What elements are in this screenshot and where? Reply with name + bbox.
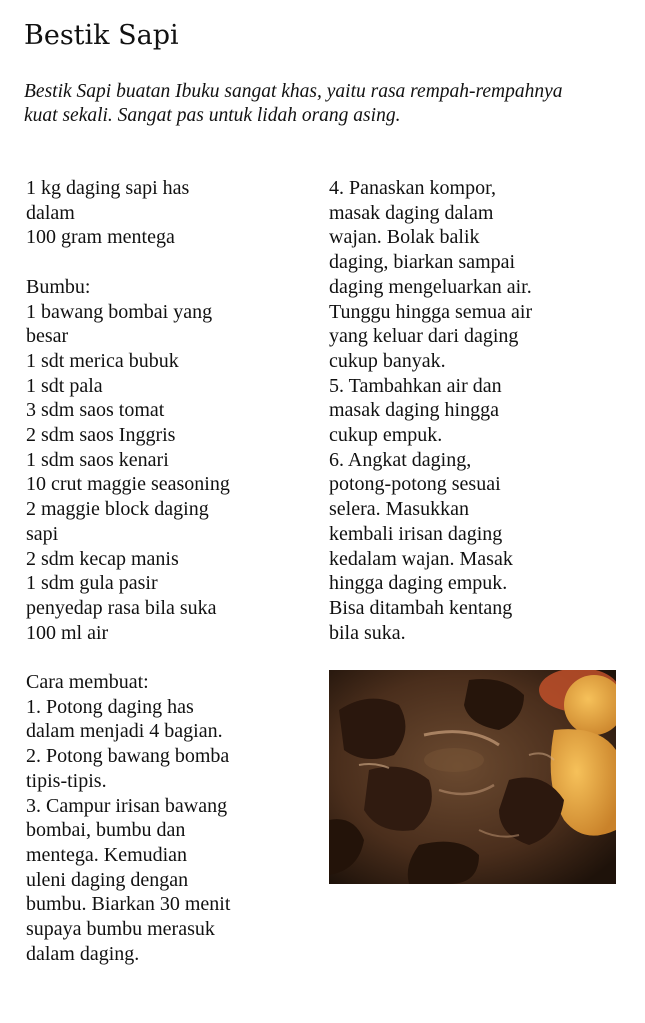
beef-stew-photo (329, 670, 616, 884)
step-line: selera. Masukkan (329, 498, 469, 521)
step-line: tipis-tipis. (26, 769, 107, 792)
step-line: bumbu. Biarkan 30 menit (26, 893, 231, 916)
step-line: bila suka. (329, 621, 406, 644)
step-line: 4. Panaskan kompor, (329, 177, 496, 199)
step-line: potong-potong sesuai (329, 473, 501, 496)
step-line: Bisa ditambah kentang (329, 596, 513, 619)
step-line: yang keluar dari daging (329, 325, 519, 348)
bumbu-list (26, 300, 316, 646)
step-line: dalam menjadi 4 bagian. (26, 720, 223, 743)
ingredient-line: 1 kg daging sapi has (26, 177, 190, 199)
step-line: hingga daging empuk. (329, 572, 508, 595)
bumbu-line: 1 sdt merica bubuk (26, 349, 179, 372)
bumbu-heading: Bumbu: (26, 275, 91, 298)
bumbu-line: 100 ml air (26, 621, 109, 644)
step-line: 1. Potong daging has (26, 695, 194, 718)
bumbu-line: 1 bawang bombai yang (26, 300, 213, 323)
step-line: daging mengeluarkan air. (329, 275, 532, 298)
bumbu-line: penyedap rasa bila suka (26, 596, 217, 619)
bumbu-line: 1 sdt pala (26, 374, 103, 397)
step-line: masak daging dalam (329, 201, 494, 224)
step-line: bombai, bumbu dan (26, 819, 186, 842)
spacer (26, 645, 316, 670)
bumbu-line: 1 sdm gula pasir (26, 572, 158, 595)
bumbu-line: sapi (26, 522, 59, 545)
step-line: cukup banyak. (329, 349, 446, 372)
bumbu-line: 2 sdm saos Inggris (26, 424, 176, 447)
step-line: daging, biarkan sampai (329, 251, 516, 274)
steps-list-left (26, 695, 316, 967)
step-line: 2. Potong bawang bomba (26, 745, 230, 768)
left-column (26, 176, 316, 966)
step-line: uleni daging dengan (26, 868, 189, 891)
bumbu-line: 1 sdm saos kenari (26, 448, 169, 471)
bumbu-line: besar (26, 325, 69, 348)
step-line: supaya bumbu merasuk (26, 918, 215, 941)
spacer (26, 250, 316, 275)
step-line: 5. Tambahkan air dan (329, 374, 502, 397)
ingredient-line: 100 gram mentega (26, 226, 175, 249)
intro-text (24, 80, 624, 128)
step-line: 3. Campur irisan bawang (26, 794, 228, 817)
step-line: kedalam wajan. Masak (329, 547, 513, 570)
intro-line: kuat sekali. Sangat pas untuk lidah orang asing. (24, 105, 401, 126)
bumbu-line: 10 crut maggie seasoning (26, 473, 230, 496)
step-line: kembali irisan daging (329, 522, 503, 545)
ingredient-list (26, 176, 316, 250)
cara-heading: Cara membuat: (26, 671, 149, 694)
bumbu-line: 2 maggie block daging (26, 498, 209, 521)
step-line: cukup empuk. (329, 424, 443, 447)
step-line: dalam daging. (26, 942, 140, 965)
beef-stew-image (329, 670, 616, 884)
step-line: masak daging hingga (329, 399, 499, 422)
intro-line: Bestik Sapi buatan Ibuku sangat khas, yaitu rasa rempah-rempahnya (24, 81, 563, 102)
bumbu-line: 2 sdm kecap manis (26, 547, 179, 570)
page-title: Bestik Sapi (24, 20, 179, 51)
right-column (329, 176, 599, 645)
bumbu-line: 3 sdm saos tomat (26, 399, 165, 422)
step-line: Tunggu hingga semua air (329, 300, 533, 323)
step-line: mentega. Kemudian (26, 843, 188, 866)
step-line: 6. Angkat daging, (329, 448, 472, 471)
step-line: wajan. Bolak balik (329, 226, 480, 249)
steps-list-right (329, 176, 599, 645)
ingredient-line: dalam (26, 201, 75, 224)
